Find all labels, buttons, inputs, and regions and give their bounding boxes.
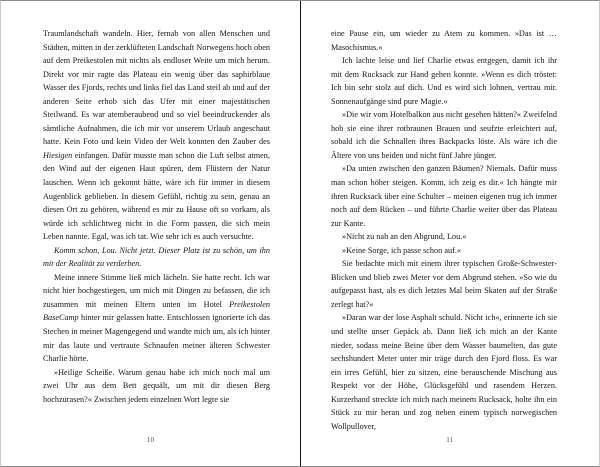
page-number-right: 11 [446,436,454,444]
paragraph: »Heilige Scheiße. Warum genau habe ich mich noch mal um zwei Uhr aus dem Bett gequält, um mit dir diesen Berg hochzurasen?« Zwischen jedem einzelnen Wort legte sie [43,367,270,404]
paragraph: »Daran war der lose Asphalt schuld. Nicht ich«, erinnerte ich sie und stellte unser Gepäck ab. Dann ließ ich mich an der Kante nieder, sodass meine Beine über dem Wasser baumelten, das gute sechshundert Meter unter mir träge durch den Fjord floss. Es war ein irres Gefühl, hier zu sitzen, eine berauschende Mischung aus Respekt vor der Höhe, Glücksgefühl und rasendem Herzen. Kurzerhand streckte ich mich nach meinem Rucksack, holte ihn ein Stück zu mir heran und zog neben einem typisch norwegischen Wollpullover, [331,313,557,431]
page-right-text-block [331,27,557,433]
paragraph: Meine innere Stimme ließ mich lächeln. Sie hatte recht. Ich war nicht hier hochgestiegen, um mich mit Dingen zu befassen, die ich zusammen mit meinen Eltern unten im Hotel Preikestolen BaseCamp hinter mir gelassen hatte. Entschlossen ignorierte ich das Stechen in meiner Magengegend und wandte mich um, als ich hinter mir das laute und vertraute Schnaufen meiner älteren Schwester Charlie hörte. [43,272,270,364]
paragraph: »Die wir vom Hotelbalkon aus nicht gesehen hätten?« Zweifelnd hob sie eine ihrer rotbraunen Brauen und seufzte erleichtert auf, sobald ich die Schnallen ihres Backpacks löste. Als wäre ich die Ältere von uns beiden und nicht fünf Jahre jünger. [331,110,557,160]
italic-phrase: Preikestolen BaseCamp [43,299,270,323]
paragraph: Ich lachte leise und lief Charlie etwas entgegen, damit ich ihr mit dem Rucksack zur Hand gehen konnte. »Wenn es dich tröstet: Ich bin sehr stolz auf dich. Und es wird sich lohnen, vertrau mir. Sonnenaufgänge sind pure Magie.« [331,56,557,106]
paragraph: »Keine Sorge, ich passe schon auf.« [342,245,462,255]
page-number-left: 10 [146,436,155,444]
paragraph: »Nicht zu nah an den Abgrund, Lou.« [342,232,467,242]
page-left-text-block [43,27,270,406]
book-page-left [1,1,300,466]
paragraph: »Da unten zwischen den ganzen Bäumen? Niemals. Dafür muss man schon höher steigen. Komm, ich zeig es dir.« Ich hängte mir ihren Rucksack über eine Schulter – meinen eigenen trug ich immer noch auf dem Rücken – und führte Charlie weiter über das Plateau zur Kante. [331,164,557,228]
paragraph: Sie bedachte mich mit einem ihrer typischen Große-Schwester-Blicken und blieb zwei Meter vor dem Abgrund stehen. »So wie du aufgepasst hast, als es dich letztes Mal beim Skaten auf der Straße zerlegt hat?« [331,259,557,309]
italic-phrase: Hiesigen [43,150,73,160]
paragraph: eine Pause ein, um wieder zu Atem zu kommen. »Das ist … Masochismus.« [331,29,557,52]
paragraph: Komm schon, Lou. Nicht jetzt. Dieser Platz ist zu schön, um ihn mit der Realität zu verderben. [43,245,270,269]
paragraph: Traumlandschaft wandeln. Hier, fernab von allen Menschen und Städten, mitten in der zerklüfteten Landschaft Norwegens hoch oben auf dem Preikestolen mit nichts als endloser Weite um mich herum. Direkt vor mir ragte das Plateau ein wenig über das saphirblaue Wasser des Fjords, rechts und links fiel das Land steil ab und auf der anderen Seite erhob sich das Ufer mit einer majestätischen Steilwand. Es war atemberaubend und so viel beeindruckender als sämtliche Aufnahmen, die ich mir vor unserem Urlaub angeschaut hatte. Kein Foto und kein Video der Welt konnten den Zauber des Hiesigen einfangen. Dafür musste man schon die Luft selbst atmen, den Wind auf der eigenen Haut spüren, dem Flüstern der Natur lauschen. Wenn ich gekonnt hätte, wäre ich für immer in diesem Augenblick geblieben. In diesem Gefühl, richtig zu sein, genau an diesen Ort zu gehören, während es mir zu Hause oft so vorkam, als würde ich schlichtweg nicht in die Form passen, die sich mein Leben nannte. Egal, was ich tat. Wie sehr ich es auch versuchte. [43,29,270,242]
book-page-right [300,1,599,466]
